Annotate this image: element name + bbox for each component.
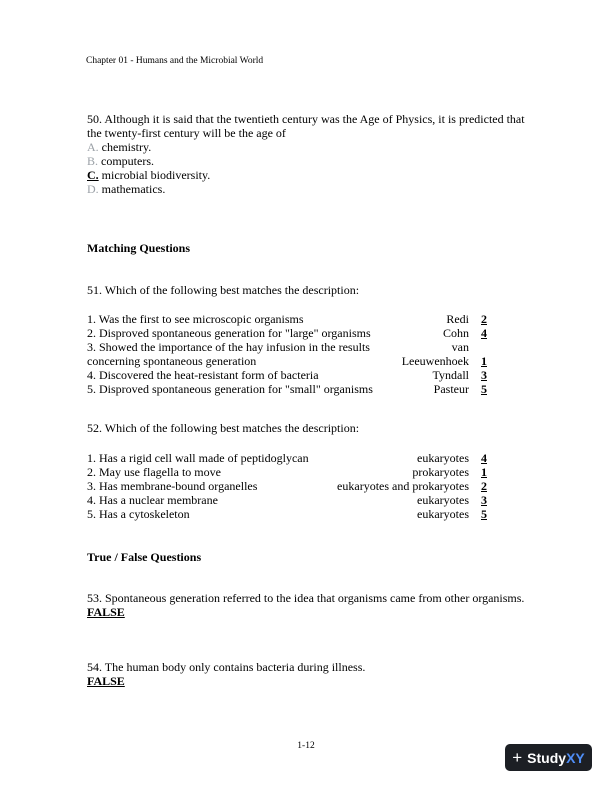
page-number: 1-12	[297, 741, 315, 751]
match-row	[87, 368, 487, 382]
logo-word-study: Study	[527, 749, 567, 766]
page-header: Chapter 01 - Humans and the Microbial World	[86, 56, 264, 66]
match-row	[87, 479, 487, 493]
match-term: eukaryotes and prokaryotes	[337, 479, 469, 493]
match-row	[87, 382, 487, 396]
question-50	[87, 112, 537, 196]
match-description: 5. Disproved spontaneous generation for "small" organisms	[87, 382, 373, 396]
matching-heading: Matching Questions	[87, 241, 191, 255]
match-description: 4. Has a nuclear membrane	[87, 493, 218, 507]
match-answer: 3	[481, 493, 487, 507]
match-term: prokaryotes	[412, 465, 469, 479]
match-row	[87, 312, 487, 326]
question-53	[87, 591, 537, 619]
match-description: 1. Was the first to see microscopic organisms	[87, 312, 304, 326]
match-term: eukaryotes	[417, 507, 469, 521]
match-answer: 1	[481, 465, 487, 479]
option-c-letter: C.	[87, 168, 99, 182]
match-answer: 4	[481, 326, 487, 340]
match-row	[87, 465, 487, 479]
question-53-answer: FALSE	[87, 605, 125, 619]
match-answer: 5	[481, 507, 487, 521]
match-description: concerning spontaneous generation	[87, 354, 257, 368]
studyxy-logo[interactable]	[505, 744, 592, 771]
match-answer: 4	[481, 451, 487, 465]
option-d-letter: D.	[87, 182, 99, 196]
match-row	[87, 507, 487, 521]
question-51-stem: 51. Which of the following best matches the description:	[87, 283, 360, 297]
option-b-text: computers.	[101, 154, 155, 168]
match-term: Cohn	[442, 326, 469, 340]
option-d	[87, 182, 537, 196]
match-row	[87, 451, 487, 465]
plus-icon: +	[512, 748, 523, 767]
match-description: 3. Showed the importance of the hay infusion in the results	[87, 340, 370, 354]
match-term: Tyndall	[432, 368, 469, 382]
option-a-letter: A.	[87, 140, 99, 154]
question-53-stem: 53. Spontaneous generation referred to the idea that organisms came from other organisms.	[87, 591, 525, 605]
match-row	[87, 354, 487, 368]
option-b-letter: B.	[87, 154, 99, 168]
true-false-heading: True / False Questions	[87, 550, 202, 564]
match-answer: 5	[481, 382, 487, 396]
question-50-stem-line1: 50. Although it is said that the twentieth century was the Age of Physics, it is predicted that	[87, 112, 525, 126]
match-description: 4. Discovered the heat-resistant form of bacteria	[87, 368, 319, 382]
match-answer: 1	[481, 354, 487, 368]
match-term: Leeuwenhoek	[401, 354, 469, 368]
match-term: eukaryotes	[417, 493, 469, 507]
match-row	[87, 340, 487, 354]
match-description: 1. Has a rigid cell wall made of peptidoglycan	[87, 451, 309, 465]
option-b	[87, 154, 537, 168]
match-answer: 2	[481, 312, 487, 326]
match-answer: 3	[481, 368, 487, 382]
match-term: Pasteur	[433, 382, 469, 396]
option-c	[87, 168, 537, 182]
option-c-text: microbial biodiversity.	[101, 168, 211, 182]
match-description: 3. Has membrane-bound organelles	[87, 479, 258, 493]
option-a	[87, 140, 537, 154]
match-description: 2. May use flagella to move	[87, 465, 221, 479]
question-54-stem: 54. The human body only contains bacteria during illness.	[87, 660, 366, 674]
question-52-stem: 52. Which of the following best matches the description:	[87, 421, 360, 435]
match-term: Redi	[446, 312, 469, 326]
question-50-stem-line2: the twenty-first century will be the age of	[87, 126, 286, 140]
match-answer: 2	[481, 479, 487, 493]
logo-word-xy: XY	[566, 749, 585, 766]
match-description: 2. Disproved spontaneous generation for "large" organisms	[87, 326, 371, 340]
match-row	[87, 493, 487, 507]
option-d-text: mathematics.	[101, 182, 166, 196]
question-54	[87, 660, 537, 688]
match-description: 5. Has a cytoskeleton	[87, 507, 190, 521]
match-term: van	[451, 340, 469, 354]
match-term: eukaryotes	[417, 451, 469, 465]
option-a-text: chemistry.	[101, 140, 152, 154]
question-54-answer: FALSE	[87, 674, 125, 688]
logo-text	[527, 750, 585, 766]
match-row	[87, 326, 487, 340]
